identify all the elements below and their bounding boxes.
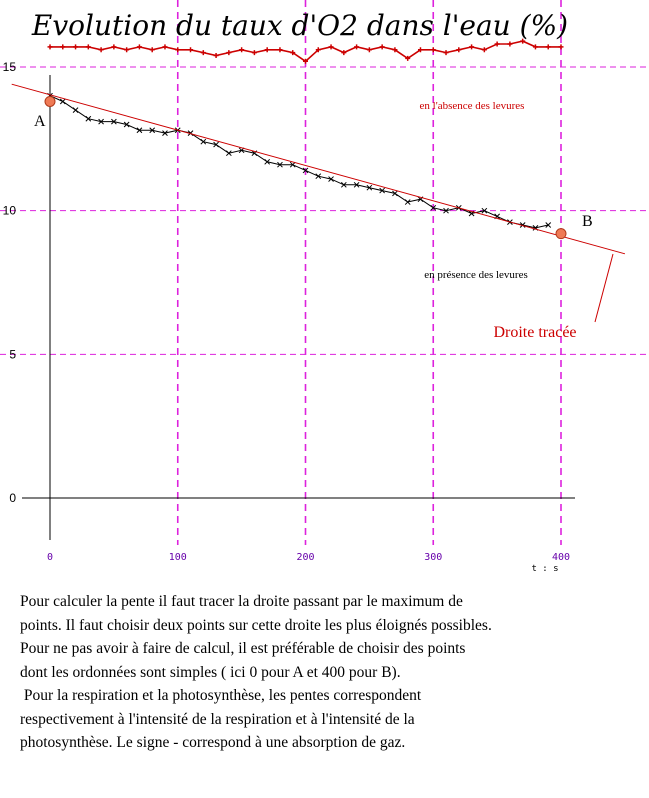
explanation-line: Pour calculer la pente il faut tracer la droite passant par le maximum de	[20, 593, 463, 610]
y-tick-label: 10	[2, 203, 16, 218]
y-tick-label: 15	[2, 60, 16, 74]
explanation-line: dont les ordonnées sont simples ( ici 0 pour A et 400 pour B).	[20, 663, 401, 681]
point-b	[556, 229, 566, 239]
data-point-plus	[201, 50, 206, 55]
data-point-plus	[277, 47, 282, 52]
y-tick-label: 5	[9, 347, 16, 362]
explanation-line: Pour ne pas avoir à faire de calcul, il est préférable de choisir des points	[20, 640, 466, 657]
data-point-plus	[341, 50, 346, 55]
data-point-plus	[546, 44, 551, 49]
data-point-plus	[444, 50, 449, 55]
data-point-plus	[354, 44, 359, 49]
x-tick-label: 100	[168, 552, 187, 563]
data-point-plus	[380, 44, 385, 49]
data-point-plus	[86, 44, 91, 49]
data-point-plus	[456, 47, 461, 52]
data-point-plus	[175, 47, 180, 52]
data-point-plus	[60, 44, 65, 49]
chart-title: Evolution du taux d'O2 dans l'eau (%)	[31, 9, 569, 42]
data-point-plus	[239, 47, 244, 52]
data-point-plus	[469, 44, 474, 49]
data-point-plus	[73, 44, 78, 49]
explanation-line: points. Il faut choisir deux points sur cette droite les plus éloignés possibles.	[20, 616, 492, 634]
x-tick-label: 400	[551, 552, 571, 563]
x-tick-label: 300	[424, 552, 443, 563]
data-point-plus	[214, 53, 219, 58]
data-point-plus	[124, 47, 129, 52]
explanation-line: photosynthèse. Le signe - correspond à une absorption de gaz.	[20, 734, 406, 751]
data-point-plus	[559, 44, 564, 49]
data-point-plus	[111, 44, 116, 49]
explanation-text	[20, 590, 635, 755]
data-point-plus	[367, 47, 372, 52]
y-tick-label: 0	[9, 491, 16, 505]
droite-leader-line	[595, 254, 613, 322]
chart-ticks	[3, 60, 570, 563]
data-point-x	[60, 99, 65, 104]
x-tick-label: 0	[46, 552, 54, 563]
point-a	[45, 96, 55, 106]
annotation-absence: en l'absence des levures	[419, 100, 525, 112]
data-point-plus	[252, 50, 257, 55]
data-point-plus	[482, 47, 487, 52]
data-point-plus	[150, 47, 155, 52]
x-axis-label: t : s	[531, 564, 559, 574]
data-point-plus	[265, 47, 270, 52]
x-tick-label: 200	[296, 552, 315, 563]
data-point-plus	[137, 44, 142, 49]
data-point-plus	[495, 42, 500, 47]
point-label-a: A	[34, 113, 46, 130]
explanation-line: Pour la respiration et la photosynthèse, les pentes correspondent	[20, 687, 422, 704]
data-point-plus	[533, 44, 538, 49]
data-point-plus	[431, 47, 436, 52]
data-point-plus	[162, 44, 167, 49]
annotation-droite: Droite tracée	[493, 324, 577, 341]
data-point-plus	[329, 44, 334, 49]
explanation-line: respectivement à l'intensité de la respiration et à l'intensité de la	[20, 710, 415, 728]
data-point-plus	[99, 47, 104, 52]
data-point-x	[73, 108, 78, 113]
chart-series	[12, 39, 625, 322]
chart-axes	[22, 75, 575, 540]
point-label-b: B	[582, 213, 593, 230]
data-point-plus	[188, 47, 193, 52]
data-point-plus	[226, 50, 231, 55]
fitted-line	[12, 84, 625, 254]
data-point-plus	[507, 42, 512, 47]
data-point-plus	[48, 44, 53, 49]
annotation-presence: en présence des levures	[424, 269, 528, 281]
